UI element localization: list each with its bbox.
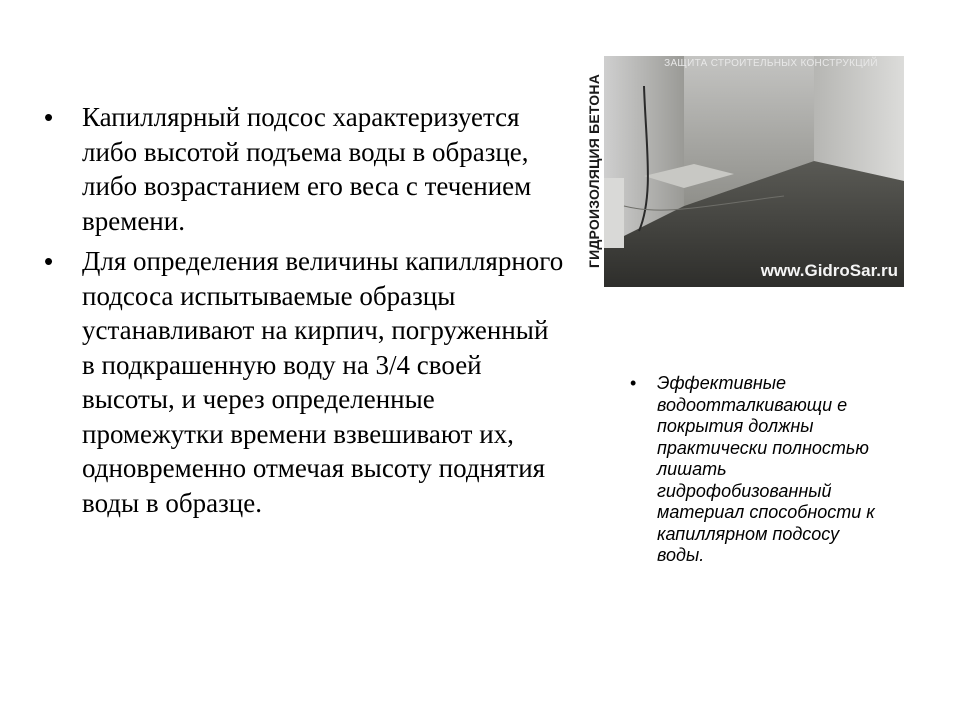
left-bullet-list [44,100,564,526]
photo-illustration [584,56,904,287]
side-caption-text: ГИДРОИЗОЛЯЦИЯ БЕТОНА [586,73,602,269]
bullet-item-determination-method [44,244,564,520]
bullet-item-capillary-suction [44,100,564,238]
bullet-icon: • [44,102,54,132]
bullet-icon: • [630,373,637,393]
bullet-text: Капиллярный подсос характеризуется либо высотой подъема воды в образце, либо возрастанием его веса с течением времени. [82,102,532,236]
photo-url-watermark: www.GidroSar.ru [760,261,898,280]
basement-water-photo [584,56,904,287]
bullet-text: Для определения величины капиллярного подсоса испытываемые образцы устанавливают на кирпич, погруженный в подкрашенную воду на 3/4 своей высоты, и через определенные промежутки времени взвешивают их, одновременно отмечая высоту поднятия воды в образце. [82,246,564,518]
photo-top-caption: ЗАЩИТА СТРОИТЕЛЬНЫХ КОНСТРУКЦИЙ [664,58,878,69]
bullet-icon: • [44,246,54,276]
right-bullet [630,373,880,567]
side-caption-strip [584,56,604,287]
right-bullet-text: Эффективные водоотталкивающи е покрытия должны практически полностью лишать гидрофобизованный материал способности к капиллярном подсосу воды. [657,373,875,565]
